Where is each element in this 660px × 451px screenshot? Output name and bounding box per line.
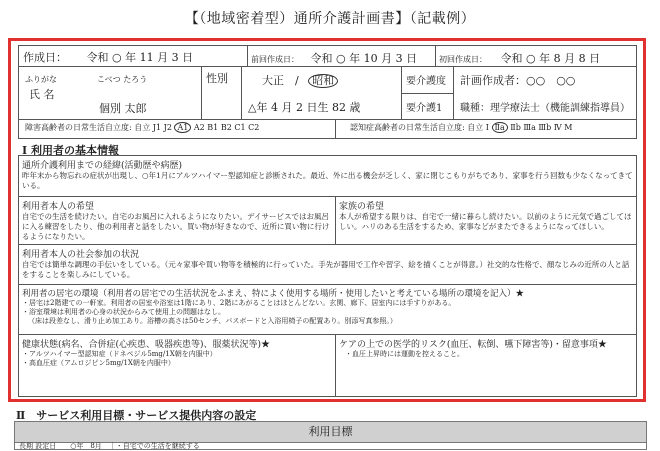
health-block <box>19 335 335 396</box>
env-line1: ・居宅は2階建ての一軒家。利用者の居室や浴室は1階にあり、2階にあがることはほとんどない。玄関、廊下、居室内には手すりがある。 <box>22 299 456 307</box>
highlight-frame <box>8 38 646 402</box>
first-label: 初回作成日： <box>439 55 487 64</box>
goal-table <box>14 421 647 450</box>
sex-label: 性別 <box>206 72 228 85</box>
planner-block <box>453 66 638 119</box>
first-value: 令和 ○ 年 8 月 8 日 <box>500 52 601 65</box>
dementia-independence <box>335 119 638 138</box>
risk-line1: ・血圧上昇時には運動を控えること。 <box>345 350 464 358</box>
elderly-label: 障害高齢者の日常生活自立度: 自立 J1 J2 <box>25 123 172 132</box>
risk-label: ケアの上での医学的リスク(血圧、転倒、嚥下障害等)・留意事項★ <box>339 340 607 350</box>
name-value: 個別 太郎 <box>99 102 147 115</box>
social-box <box>18 245 637 285</box>
plan-form <box>18 45 637 397</box>
dementia-label: 認知症高齢者の日常生活自立度: 自立 I <box>350 123 489 132</box>
history-text: 昨年末から物忘れの症状が出現し、○年1月にアルツハイマー型認知症と診断された。最近、外に出る機会が乏しく、家に閉じこもりがちであり、家事を行う回数も少なくなってきている。 <box>22 171 633 190</box>
prev-value: 令和 ○ 年 10 月 3 日 <box>310 52 418 65</box>
environment-box <box>18 285 637 335</box>
era-options: 大正 / <box>262 74 299 87</box>
created-label: 作成日： <box>23 51 67 64</box>
care-level-label: 要介護度 <box>406 76 446 87</box>
wish-family <box>335 197 638 244</box>
furigana-value: こべつ たろう <box>97 75 148 84</box>
elderly-independence <box>19 119 335 138</box>
section2-heading: Ⅱ サービス利用目標・サービス提供内容の設定 <box>16 409 257 422</box>
prev-label: 前回作成日： <box>251 55 299 64</box>
risk-block <box>335 335 638 396</box>
social-text: 自宅では簡単な調理の手伝いをしている。（元々家事や買い物等を積極的に行っていた。手先が器用で工作や習字、絵を描くことが得意。）社交的な性格で、顔なじみの近所の人と話をすることを楽しみにしている。 <box>22 260 630 279</box>
env-line2: ・浴室環境は利用者の心身の状況からみて使用上の問題はなし。 <box>22 308 225 316</box>
dementia-rest: Ⅱb Ⅲa Ⅲb Ⅳ M <box>510 123 573 132</box>
wish-family-label: 家族の希望 <box>339 202 385 212</box>
created-date <box>19 46 247 66</box>
goal-row: 長期 設定日 ○年 8月 ｜・自宅での生活を継続する <box>19 442 200 450</box>
birth-block <box>241 66 401 119</box>
goal-header: 利用目標 <box>15 422 646 443</box>
health-label: 健康状態(病名、合併症(心疾患、吸器疾患等)、服薬状況等)★ <box>22 340 271 350</box>
first-date <box>435 46 638 66</box>
document-title: 【（地域密着型）通所介護計画書】（記載例） <box>184 11 476 27</box>
wish-row <box>18 197 637 245</box>
env-label: 利用者の居宅の環境（利用者の居宅での生活状況をふまえ、特によく使用する場所・使用したいと考えている場所の環境を記入）★ <box>22 289 525 299</box>
independence-row <box>18 119 637 139</box>
person-row <box>18 66 637 120</box>
wish-user-label: 利用者本人の希望 <box>22 202 95 212</box>
env-line3: （床は段差なし、滑り止め加工あり。浴槽の高さは50センチ、バスボードと入浴用椅子の配置あり。別添写真参照。） <box>28 317 397 325</box>
health-risk-row <box>18 335 637 397</box>
sex-block <box>201 66 241 119</box>
furigana-label: ふりがな <box>25 75 57 84</box>
elderly-selected: A1 <box>174 122 191 133</box>
date-row <box>18 45 637 67</box>
wish-user <box>19 197 335 244</box>
wish-user-text: 自宅での生活を続けたい。自宅のお風呂に入れるようになりたい。デイサービスではお風呂に入る練習をしたり、他の利用者と話をしたい。買い物が好きなので、近所に買い物に行けるようになりたい。 <box>22 212 330 241</box>
job-value: 職種：理学療法士（機能訓練指導員） <box>460 103 630 114</box>
elderly-rest: A2 B1 B2 C1 C2 <box>193 123 260 132</box>
dementia-selected: Ⅱa <box>492 122 508 133</box>
health-line1: ・アルツハイマー型認知症（ドネペジル5mg/1X朝を内服中） <box>22 350 217 358</box>
care-level-value: 要介護1 <box>406 103 443 114</box>
social-label: 利用者本人の社会参加の状況 <box>22 250 140 260</box>
wish-family-text: 本人が希望する限りは、自宅で一緒に暮らし続けたい。以前のように元気で過ごしてほしい。ハリのある生活をするため、家事などがまたできるようになってほしい。 <box>339 212 632 231</box>
history-label: 通所介護利用までの経緯(活動歴や病歴) <box>22 161 183 171</box>
prev-date <box>247 46 435 66</box>
planner-value: 計画作成者：○○ ○○ <box>460 74 576 87</box>
birth-value: △年 4 月 2 日生 82 歳 <box>248 101 361 114</box>
history-box <box>18 155 637 197</box>
care-level-block <box>401 66 453 119</box>
created-value: 令和 ○ 年 11 月 3 日 <box>86 51 194 64</box>
name-block <box>19 66 201 119</box>
name-label: 氏 名 <box>29 88 55 101</box>
health-line2: ・高血圧症（アムロジピン5mg/1X朝を内服中） <box>22 359 175 367</box>
era-selected: 昭和 <box>308 74 338 88</box>
section1-heading: Ⅰ 利用者の基本情報 <box>22 144 119 157</box>
